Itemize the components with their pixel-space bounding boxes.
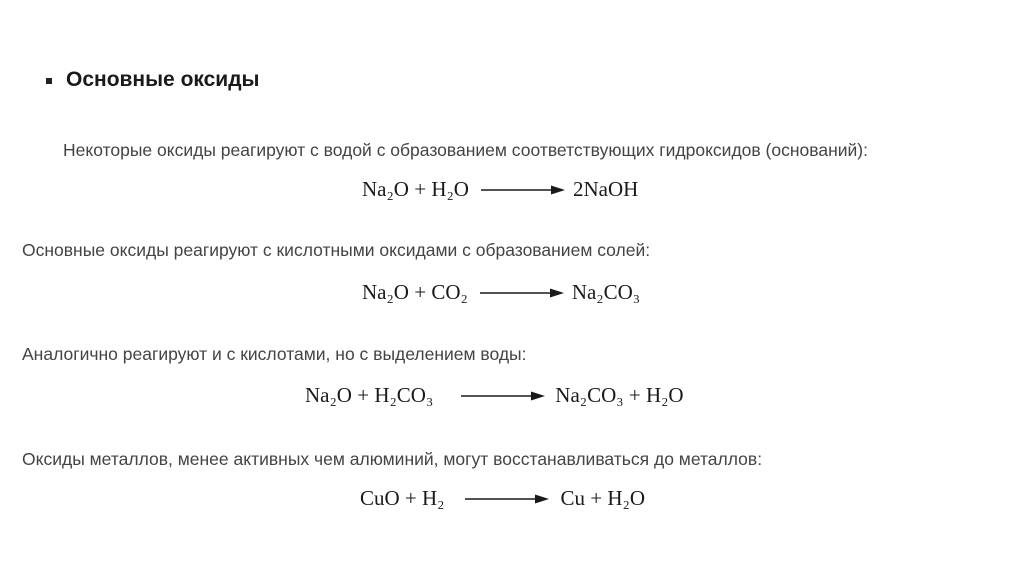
equation-1-reactants: Na₂O + H₂O bbox=[362, 177, 469, 201]
equation-4-products: Cu + H₂O bbox=[560, 486, 646, 510]
paragraph-metal-reduction: Оксиды металлов, менее активных чем алюминий, могут восстанавливаться до металлов: bbox=[22, 449, 763, 469]
equation-1-products: 2NaOH bbox=[572, 177, 639, 201]
square-bullet-icon bbox=[46, 78, 52, 84]
reaction-arrow-icon bbox=[480, 287, 564, 299]
heading-text: Основные оксиды bbox=[66, 68, 260, 91]
equation-3-products: Na₂CO₃ + H₂O bbox=[555, 383, 684, 407]
reaction-arrow-icon bbox=[461, 390, 545, 402]
equation-2 bbox=[362, 280, 640, 305]
equation-3 bbox=[305, 383, 684, 408]
equation-3-reactants: Na₂O + H₂CO₃ bbox=[305, 383, 434, 407]
reaction-arrow-icon bbox=[481, 184, 565, 196]
paragraph-acid-oxide-reaction: Основные оксиды реагируют с кислотными оксидами с образованием солей: bbox=[22, 240, 651, 260]
equation-2-products: Na₂CO₃ bbox=[571, 280, 641, 304]
equation-1 bbox=[362, 177, 638, 202]
equation-2-reactants: Na₂O + CO₂ bbox=[362, 280, 468, 304]
section-heading bbox=[46, 68, 259, 92]
reaction-arrow-icon bbox=[465, 493, 549, 505]
paragraph-water-reaction: Некоторые оксиды реагируют с водой с образованием соответствующих гидроксидов (оснований): bbox=[63, 140, 868, 160]
equation-4-reactants: CuO + H₂ bbox=[360, 486, 445, 510]
paragraph-acid-reaction: Аналогично реагируют и с кислотами, но с выделением воды: bbox=[22, 344, 527, 364]
equation-4 bbox=[360, 486, 645, 511]
